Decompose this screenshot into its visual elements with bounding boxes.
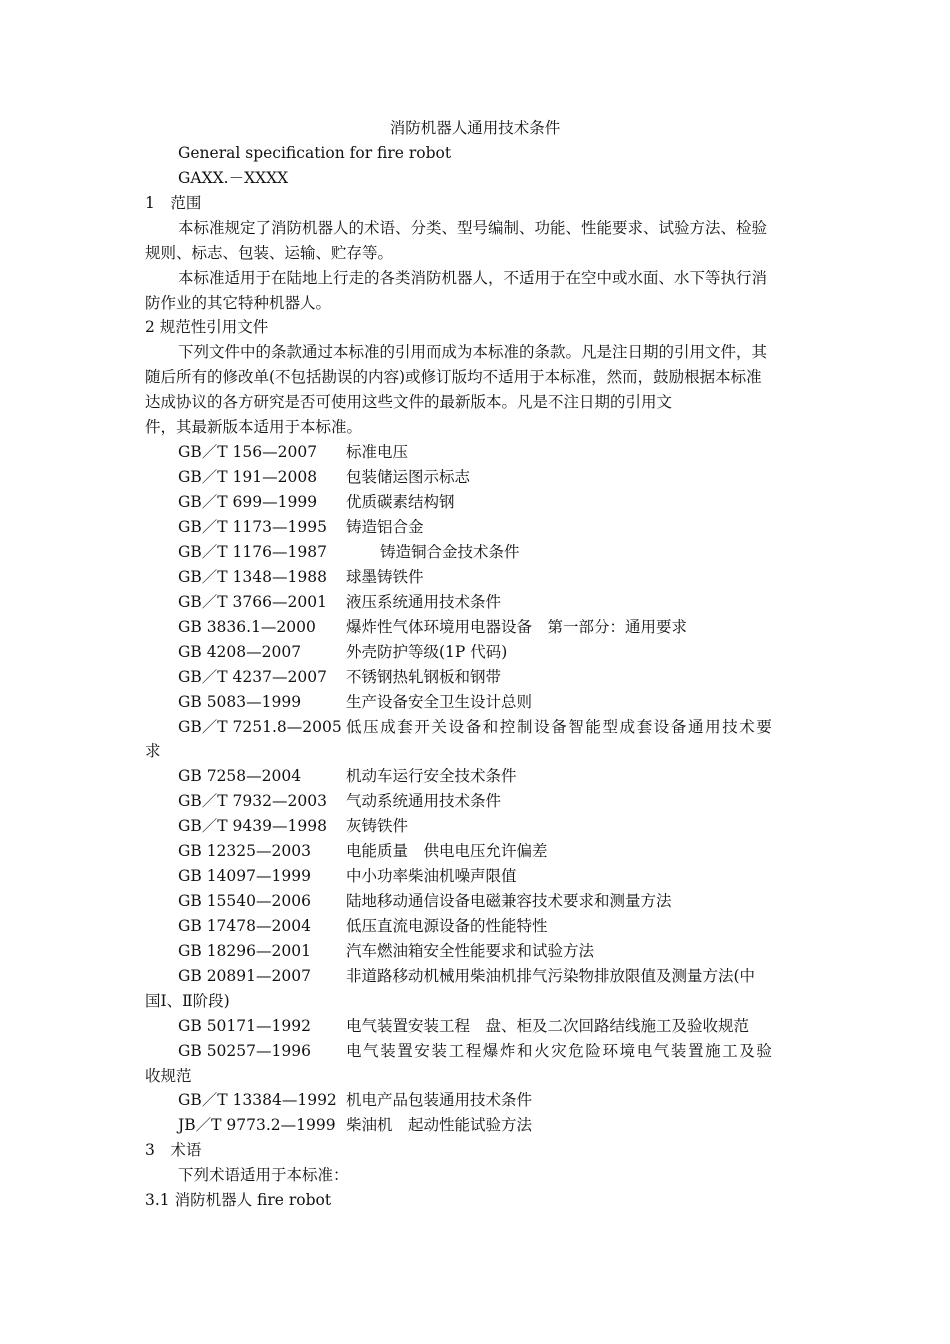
reference-code: JB／T 9773.2—1999	[178, 1116, 336, 1134]
reference-title: 汽车燃油箱安全性能要求和试验方法	[346, 942, 595, 960]
reference-code: GB／T 156—2007	[178, 443, 318, 461]
section-1-heading: 1 范围	[145, 194, 202, 212]
reference-row	[178, 617, 687, 637]
reference-row	[178, 642, 507, 662]
reference-title: 铸造铝合金	[346, 518, 424, 536]
reference-code: GB 18296—2001	[178, 942, 311, 960]
section-2-para-line-2: 随后所有的修改单(不包括勘误的内容)或修订版均不适用于本标准，然而，鼓励根据本标准	[145, 368, 762, 386]
section-1-para-1-line-1: 本标准规定了消防机器人的术语、分类、型号编制、功能、性能要求、试验方法、检验	[178, 219, 768, 237]
reference-title: 机电产品包装通用技术条件	[346, 1091, 533, 1109]
section-1-para-2-line-2: 防作业的其它特种机器人。	[145, 294, 332, 312]
reference-code: GB 7258—2004	[178, 767, 302, 785]
section-3-para: 下列术语适用于本标准：	[178, 1166, 349, 1184]
reference-title: 包装储运图示标志	[346, 468, 471, 486]
reference-code: GB／T 1348—1988	[178, 568, 327, 586]
reference-title: 爆炸性气体环境用电器设备 第一部分：通用要求	[346, 618, 688, 636]
reference-row	[178, 1090, 532, 1110]
reference-title: 电气装置安装工程 盘、柜及二次回路结线施工及验收规范	[346, 1017, 750, 1035]
section-2-para-line-4: 件，其最新版本适用于本标准。	[145, 418, 363, 436]
reference-title: 铸造铜合金技术条件	[380, 543, 520, 561]
reference-row	[178, 866, 517, 886]
section-2-heading: 2 规范性引用文件	[145, 318, 269, 336]
reference-row	[178, 467, 470, 487]
reference-code: GB 20891—2007	[178, 967, 311, 985]
reference-title: 生产设备安全卫生设计总则	[346, 693, 533, 711]
reference-title: 液压系统通用技术条件	[346, 593, 502, 611]
reference-title: 电能质量 供电电压允许偏差	[346, 842, 548, 860]
reference-row	[178, 442, 408, 462]
section-3-heading: 3 术语	[145, 1141, 202, 1159]
reference-code: GB／T 9439—1998	[178, 817, 327, 835]
reference-row	[178, 1041, 774, 1061]
reference-row	[178, 667, 501, 687]
reference-row	[178, 692, 532, 712]
reference-title: 灰铸铁件	[346, 817, 409, 835]
reference-title: 陆地移动通信设备电磁兼容技术要求和测量方法	[346, 892, 672, 910]
reference-code: GB／T 699—1999	[178, 493, 318, 511]
reference-code: GB／T 191—2008	[178, 468, 318, 486]
reference-row	[178, 966, 755, 986]
reference-title: 低压成套开关设备和控制设备智能型成套设备通用技术要	[346, 718, 774, 736]
reference-row	[178, 791, 501, 811]
reference-title: 机动车运行安全技术条件	[346, 767, 517, 785]
section-1-para-1-line-2: 规则、标志、包装、运输、贮存等。	[145, 244, 394, 262]
reference-row	[178, 542, 520, 562]
reference-row	[178, 916, 548, 936]
reference-code: GB 12325—2003	[178, 842, 311, 860]
reference-title: 不锈钢热轧钢板和钢带	[346, 668, 502, 686]
reference-code: GB／T 7251.8—2005	[178, 718, 342, 736]
reference-code: GB／T 4237—2007	[178, 668, 327, 686]
reference-code: GB 5083—1999	[178, 693, 302, 711]
reference-code: GB／T 7932—2003	[178, 792, 327, 810]
reference-continuation: 求	[145, 742, 161, 760]
reference-title: 中小功率柴油机噪声限值	[346, 867, 517, 885]
reference-row	[178, 1016, 749, 1036]
reference-code: GB／T 13384—1992	[178, 1091, 337, 1109]
reference-code: GB 3836.1—2000	[178, 618, 316, 636]
reference-title: 非道路移动机械用柴油机排气污染物排放限值及测量方法(中	[346, 967, 756, 985]
reference-code: GB／T 1176—1987	[178, 543, 327, 561]
reference-row	[178, 717, 774, 737]
section-1-para-2-line-1: 本标准适用于在陆地上行走的各类消防机器人，不适用于在空中或水面、水下等执行消	[178, 269, 768, 287]
reference-title: 外壳防护等级(1P 代码)	[346, 643, 508, 661]
reference-code: GB／T 1173—1995	[178, 518, 327, 536]
english-title: General specification for fire robot	[178, 144, 452, 162]
reference-row	[178, 1115, 532, 1135]
reference-row	[178, 816, 408, 836]
reference-row	[178, 592, 501, 612]
reference-title: 气动系统通用技术条件	[346, 792, 502, 810]
reference-title: 球墨铸铁件	[346, 568, 424, 586]
reference-code: GB 4208—2007	[178, 643, 302, 661]
reference-row	[178, 492, 455, 512]
reference-title: 电气装置安装工程爆炸和火灾危险环境电气装置施工及验	[346, 1042, 774, 1060]
section-2-para-line-1: 下列文件中的条款通过本标准的引用而成为本标准的条款。凡是注日期的引用文件，其	[178, 343, 768, 361]
reference-title: 柴油机 起动性能试验方法	[346, 1116, 533, 1134]
reference-row	[178, 766, 517, 786]
standard-code: GAXX.－XXXX	[178, 169, 289, 187]
reference-code: GB 15540—2006	[178, 892, 311, 910]
reference-title: 优质碳素结构钢	[346, 493, 455, 511]
page-title: 消防机器人通用技术条件	[389, 119, 561, 137]
reference-code: GB／T 3766—2001	[178, 593, 327, 611]
reference-row	[178, 841, 548, 861]
reference-title: 标准电压	[346, 443, 409, 461]
reference-code: GB 14097—1999	[178, 867, 311, 885]
section-2-para-line-3: 达成协议的各方研究是否可使用这些文件的最新版本。凡是不注日期的引用文	[145, 393, 673, 411]
reference-code: GB 17478—2004	[178, 917, 311, 935]
reference-row	[178, 517, 424, 537]
reference-row	[178, 941, 594, 961]
reference-title: 低压直流电源设备的性能特性	[346, 917, 548, 935]
reference-code: GB 50171—1992	[178, 1017, 311, 1035]
reference-row	[178, 891, 672, 911]
section-3-1-heading: 3.1 消防机器人 fire robot	[145, 1191, 332, 1209]
reference-code: GB 50257—1996	[178, 1042, 311, 1060]
reference-row	[178, 567, 424, 587]
reference-continuation: 收规范	[145, 1067, 192, 1085]
reference-continuation: 国Ⅰ、Ⅱ阶段)	[145, 992, 230, 1010]
